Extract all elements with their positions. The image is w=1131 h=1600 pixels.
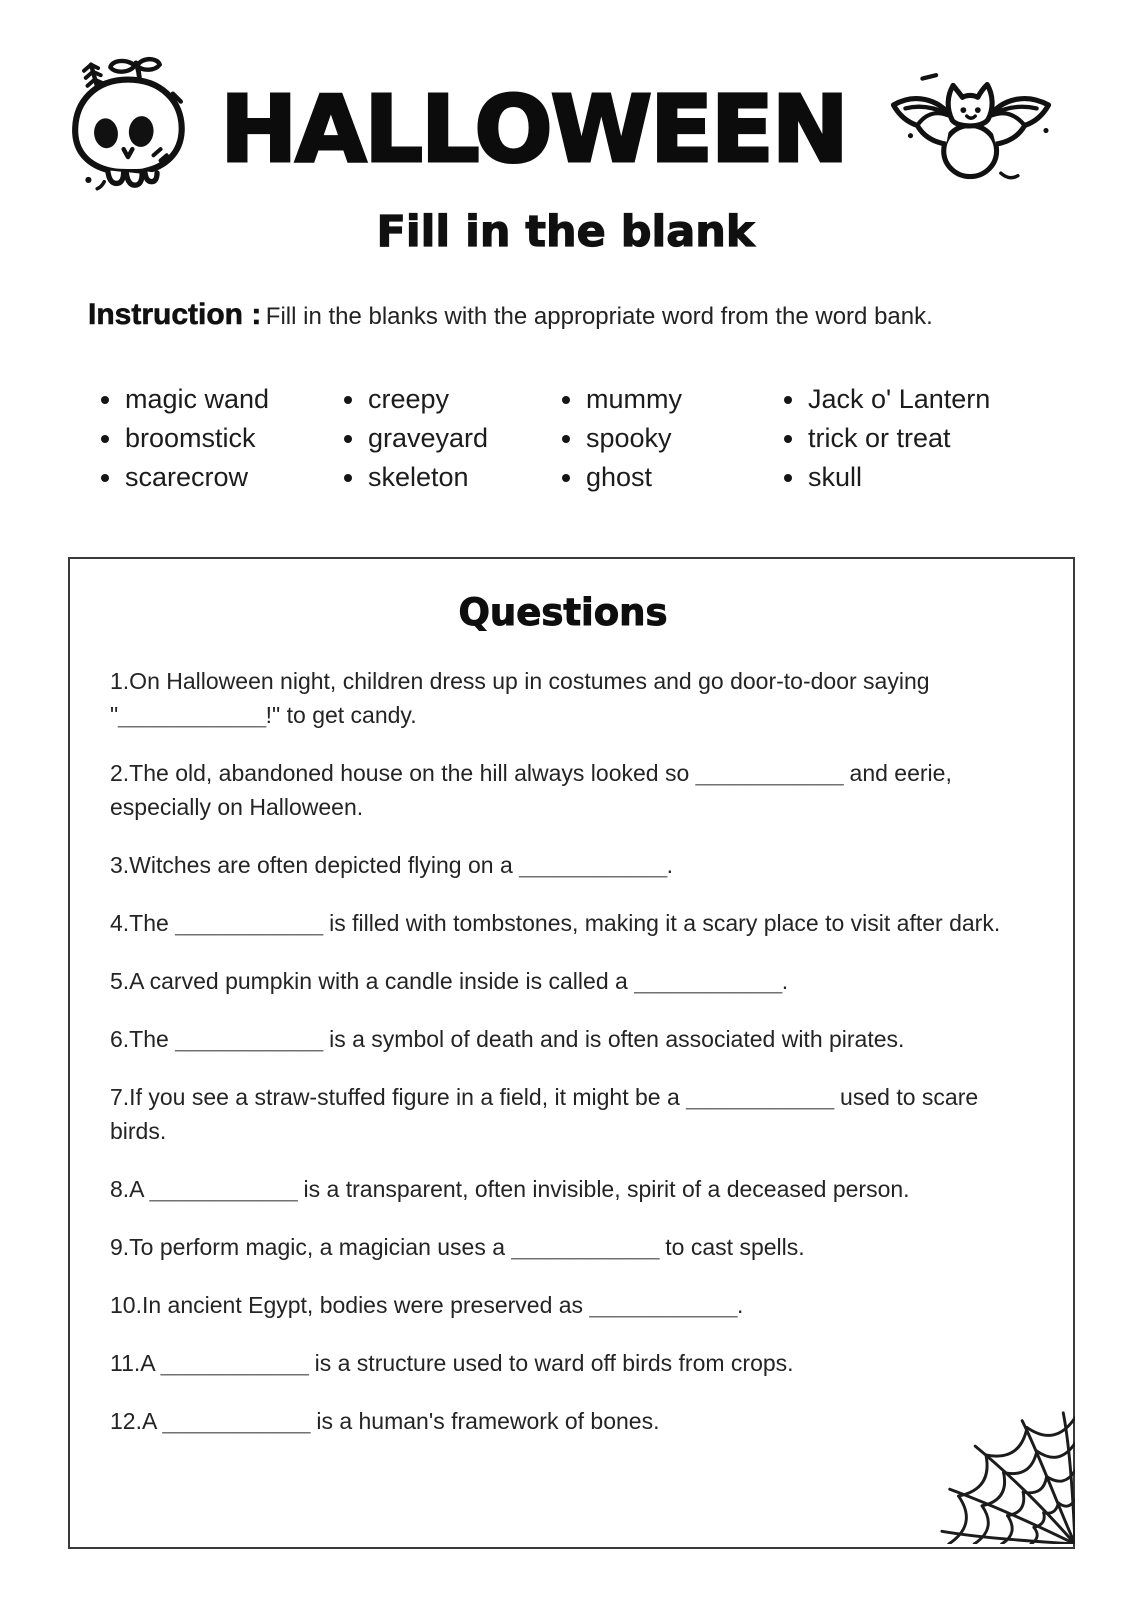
question-item-10: 10.In ancient Egypt, bodies were preserved as ____________. xyxy=(110,1292,744,1318)
instruction-line xyxy=(88,297,1071,338)
word-bank-item: scarecrow xyxy=(95,458,338,497)
question-item-6: 6.The ____________ is a symbol of death and is often associated with pirates. xyxy=(110,1026,905,1052)
skull-icon xyxy=(62,54,194,207)
word-bank-item: mummy xyxy=(556,380,778,419)
page-title: HALLOWEEN xyxy=(220,76,847,184)
question-item-11: 11.A ____________ is a structure used to ward off birds from crops. xyxy=(110,1350,794,1376)
questions-box xyxy=(68,557,1075,1549)
bat-icon xyxy=(873,65,1069,196)
word-bank-column-4 xyxy=(778,380,990,497)
word-bank-item: trick or treat xyxy=(778,419,990,458)
question-item-12: 12.A ____________ is a human's framework of bones. xyxy=(110,1408,660,1434)
word-bank-item: Jack o' Lantern xyxy=(778,380,990,419)
spider-web-icon xyxy=(938,1407,1075,1549)
word-bank-column-2 xyxy=(338,380,556,497)
question-item-4: 4.The ____________ is filled with tombstones, making it a scary place to visit after dark. xyxy=(110,910,1001,936)
question-item-2: 2.The old, abandoned house on the hill always looked so ____________ and eerie, especially on Halloween. xyxy=(110,760,952,820)
word-bank-item: creepy xyxy=(338,380,556,419)
question-item-7: 7.If you see a straw-stuffed figure in a field, it might be a ____________ used to scare birds. xyxy=(110,1084,979,1144)
questions-heading: Questions xyxy=(458,591,668,634)
page-subtitle: Fill in the blank xyxy=(376,207,755,257)
word-bank-item: ghost xyxy=(556,458,778,497)
question-item-3: 3.Witches are often depicted flying on a ____________. xyxy=(110,852,674,878)
word-bank-column-1 xyxy=(95,380,338,497)
question-item-9: 9.To perform magic, a magician uses a ____________ to cast spells. xyxy=(110,1234,805,1260)
question-item-5: 5.A carved pumpkin with a candle inside is called a ____________. xyxy=(110,968,789,994)
word-bank xyxy=(95,380,1131,497)
instruction-text: Fill in the blanks with the appropriate word from the word bank. xyxy=(265,303,933,330)
word-bank-column-3 xyxy=(556,380,778,497)
instruction-label: Instruction : xyxy=(88,298,262,331)
question-item-8: 8.A ____________ is a transparent, often invisible, spirit of a deceased person. xyxy=(110,1176,910,1202)
word-bank-item: spooky xyxy=(556,419,778,458)
word-bank-item: skeleton xyxy=(338,458,556,497)
header xyxy=(0,54,1131,207)
word-bank-item: skull xyxy=(778,458,990,497)
word-bank-item: graveyard xyxy=(338,419,556,458)
question-item-1: 1.On Halloween night, children dress up in costumes and go door-to-door saying "____________!" to get candy. xyxy=(110,668,930,728)
word-bank-item: magic wand xyxy=(95,380,338,419)
word-bank-item: broomstick xyxy=(95,419,338,458)
